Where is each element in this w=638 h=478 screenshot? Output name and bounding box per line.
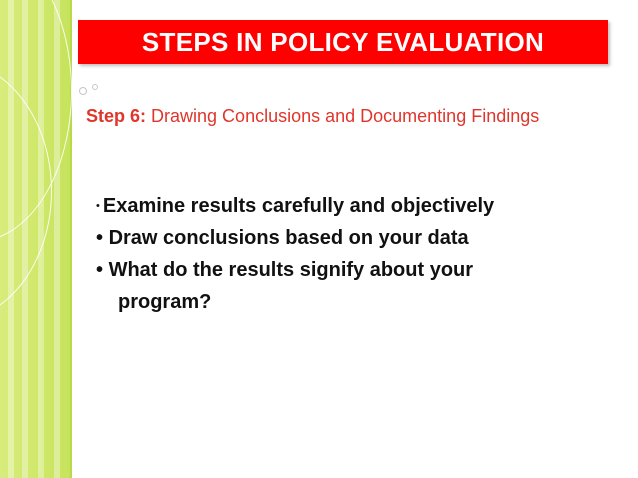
bullet-marker: • — [96, 259, 104, 281]
step-heading — [86, 103, 596, 129]
decorative-ring-icon — [79, 87, 87, 95]
bullet-text: What do the results signify about your — [108, 259, 474, 281]
bullet-text: Draw conclusions based on your data — [108, 227, 469, 249]
bullet-text: Examine results carefully and objectively — [102, 195, 495, 217]
bullet-item — [96, 257, 596, 283]
bullet-marker: • — [96, 200, 100, 212]
slide-title: STEPS IN POLICY EVALUATION — [141, 26, 545, 57]
bullet-list — [96, 193, 596, 315]
slide-title-bar — [78, 20, 608, 64]
bullet-item — [96, 225, 596, 251]
bullet-continuation: program? — [118, 291, 212, 313]
step-label: Step 6: — [86, 106, 147, 126]
decorative-ring-icon — [92, 84, 98, 90]
bullet-marker: • — [96, 227, 104, 249]
bullet-item — [96, 193, 596, 219]
step-title: Drawing Conclusions and Documenting Findings — [151, 106, 540, 126]
